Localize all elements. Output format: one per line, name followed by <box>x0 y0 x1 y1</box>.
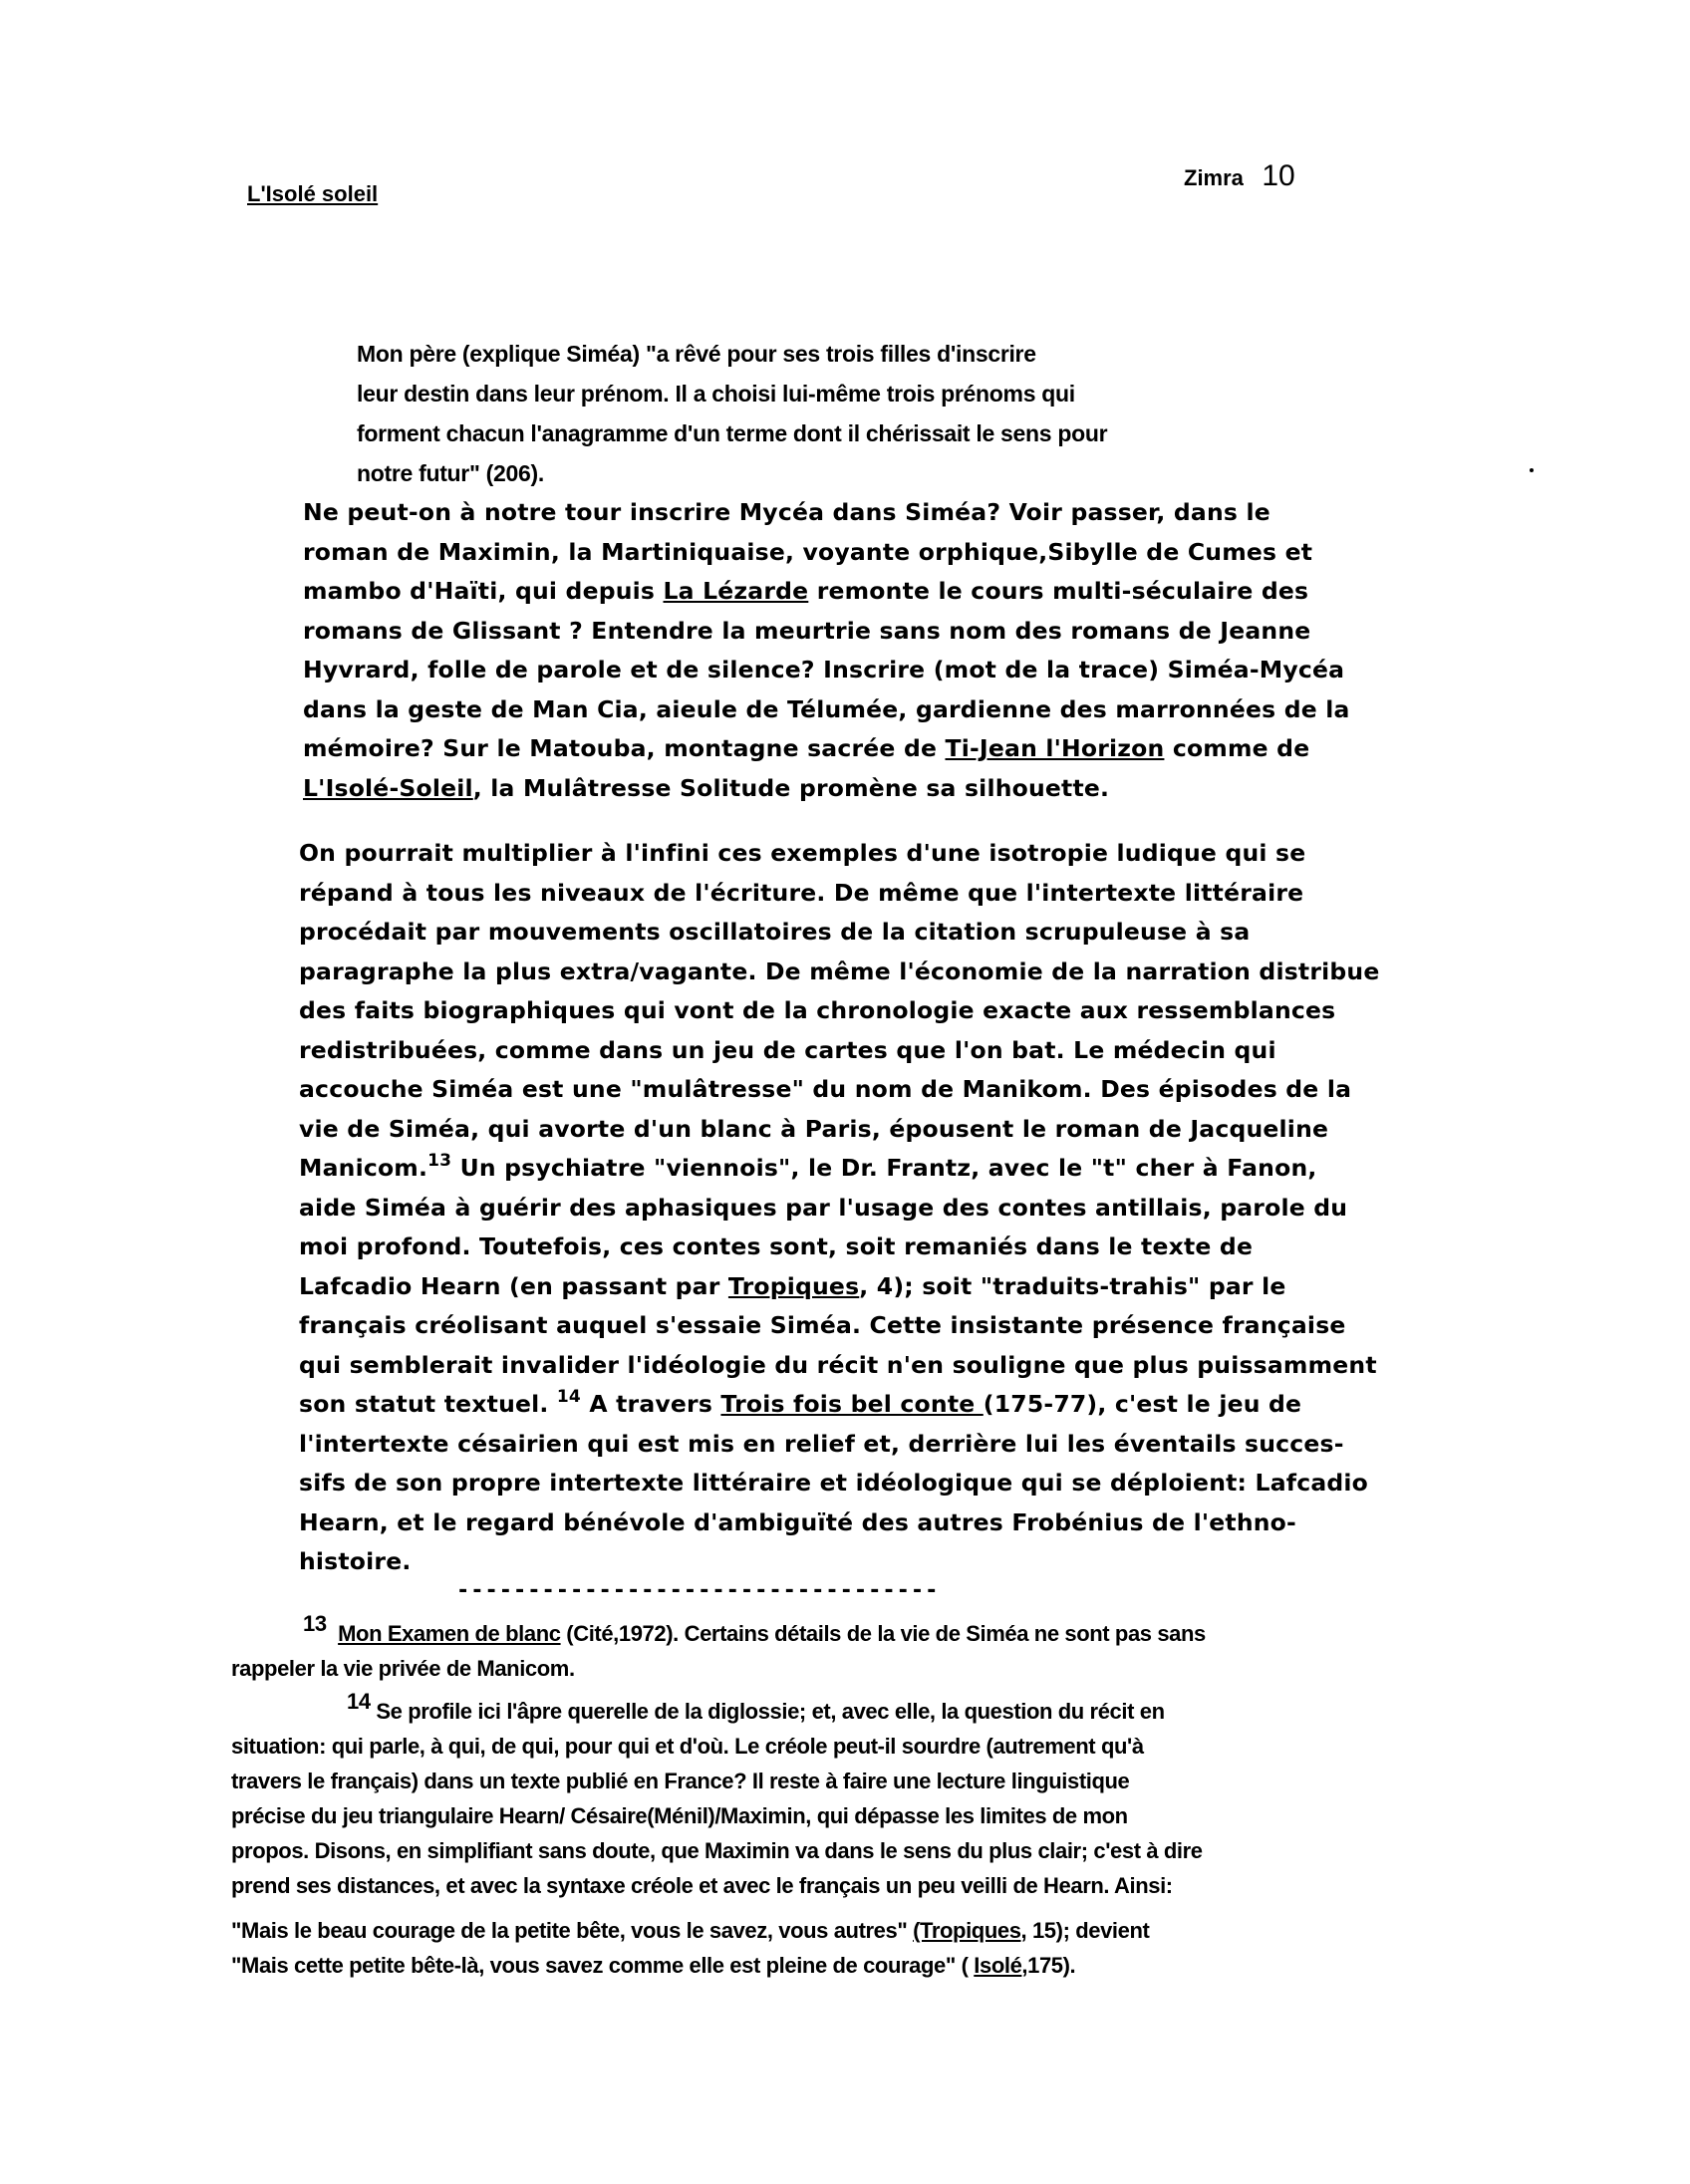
footnote-line: travers le français) dans un texte publié en France? Il reste à faire une lecture linguistique <box>231 1769 1130 1793</box>
footnote-14 <box>231 1689 1427 1983</box>
paragraph-2 <box>223 834 1419 1582</box>
text-span: Un psychiatre "viennois", le Dr. Frantz, avec le "t" cher à Fanon, <box>451 1154 1317 1182</box>
footnote-line <box>231 1913 1427 1948</box>
footnote-line <box>231 1689 1427 1729</box>
text-span: , 15); devient <box>1020 1918 1150 1943</box>
text-line: aide Siméa à guérir des aphasiques par l'usage des contes antillais, parole du <box>299 1193 1348 1222</box>
book-title-examen: Mon Examen de blanc <box>338 1621 561 1646</box>
story-title-trois-fois: Trois fois bel conte <box>720 1390 984 1418</box>
footnote-quotes <box>231 1913 1427 1983</box>
text-line: accouche Siméa est une "mulâtresse" du nom de Manikom. Des épisodes de la <box>299 1075 1352 1103</box>
quote-line: Mon père (explique Siméa) "a rêvé pour ses trois filles d'inscrire <box>357 341 1036 367</box>
footnote-line: précise du jeu triangulaire Hearn/ Césaire(Ménil)/Maximin, qui dépasse les limites de mon <box>231 1803 1128 1828</box>
book-title-isole-soleil: L'Isolé-Soleil <box>303 773 473 802</box>
footnote-line: rappeler la vie privée de Manicom. <box>231 1656 575 1681</box>
footnote-line: propos. Disons, en simplifiant sans doute, que Maximin va dans le sens du plus clair; c'est à dire <box>231 1838 1203 1863</box>
footnote-number: 14 <box>347 1689 371 1714</box>
footnote-line <box>231 1948 1427 1983</box>
text-line <box>223 769 1419 809</box>
text-line: qui semblerait invalider l'idéologie du récit n'en souligne que plus puissamment <box>299 1350 1377 1379</box>
footnotes <box>231 1611 1427 1983</box>
text-line: moi profond. Toutefois, ces contes sont, soit remaniés dans le texte de <box>299 1232 1254 1260</box>
footnote-ref-14: 14 <box>556 1387 581 1407</box>
book-title-isole-ref: Isolé <box>974 1953 1022 1978</box>
text-span: comme de <box>1164 734 1310 762</box>
text-line <box>223 1149 1419 1189</box>
book-title-la-lezarde: La Lézarde <box>663 577 809 605</box>
text-span: Manicom. <box>299 1154 428 1182</box>
text-span: mambo d'Haïti, qui depuis <box>303 577 664 605</box>
quote-line: forment chacun l'anagramme d'un terme dont il chérissait le sens pour <box>357 420 1108 446</box>
text-line <box>223 1267 1419 1307</box>
text-line: procédait par mouvements oscillatoires de la citation scrupuleuse à sa <box>299 918 1251 946</box>
text-line: des faits biographiques qui vont de la chronologie exacte aux ressemblances <box>299 996 1336 1024</box>
text-span: "Mais le beau courage de la petite bête, vous le savez, vous autres" <box>231 1918 914 1943</box>
text-line: On pourrait multiplier à l'infini ces exemples d'une isotropie ludique qui se <box>299 839 1306 867</box>
text-span: mémoire? Sur le Matouba, montagne sacrée de <box>303 734 946 762</box>
text-line <box>223 1385 1419 1425</box>
page-header-right <box>1184 159 1295 193</box>
text-line: sifs de son propre intertexte littéraire et idéologique qui se déploient: Lafcadio <box>299 1469 1369 1497</box>
quote-line: leur destin dans leur prénom. Il a choisi lui-même trois prénoms qui <box>357 381 1075 407</box>
text-line: paragraphe la plus extra/vagante. De même l'économie de la narration distribue <box>299 956 1380 985</box>
text-line: histoire. <box>299 1547 412 1575</box>
text-line <box>223 729 1419 769</box>
text-line <box>223 572 1419 612</box>
footnote-separator: ---------------------------------- <box>456 1578 940 1603</box>
footnote-line <box>303 1611 1427 1651</box>
stray-mark <box>1530 468 1534 472</box>
text-span: A travers <box>580 1390 721 1418</box>
text-span: ,175). <box>1021 1953 1076 1978</box>
text-line: Hearn, et le regard bénévole d'ambiguïté des autres Frobénius de l'ethno- <box>299 1507 1296 1536</box>
text-line: roman de Maximin, la Martiniquaise, voyante orphique,Sibylle de Cumes et <box>303 537 1313 566</box>
journal-title-tropiques-ref: (Tropiques <box>913 1918 1021 1943</box>
page-number: 10 <box>1262 159 1295 192</box>
text-line: répand à tous les niveaux de l'écriture. De même que l'intertexte littéraire <box>299 878 1304 907</box>
text-span: (175-77), c'est le jeu de <box>983 1390 1302 1418</box>
text-span: son statut textuel. <box>299 1390 557 1418</box>
author-name: Zimra <box>1184 165 1244 190</box>
book-title-ti-jean: Ti-Jean l'Horizon <box>945 734 1165 762</box>
text-line: redistribuées, comme dans un jeu de cartes que l'on bat. Le médecin qui <box>299 1035 1276 1064</box>
footnote-13 <box>231 1611 1427 1651</box>
footnote-number: 13 <box>303 1611 327 1636</box>
text-span: Se profile ici l'âpre querelle de la diglossie; et, avec elle, la question du récit en <box>376 1699 1165 1724</box>
running-title: L'Isolé soleil <box>247 181 379 206</box>
paragraph-1 <box>223 493 1419 808</box>
text-line: romans de Glissant ? Entendre la meurtrie sans nom des romans de Jeanne <box>303 616 1311 645</box>
text-span: remonte le cours multi-séculaire des <box>808 577 1309 605</box>
text-line: français créolisant auquel s'essaie Siméa. Cette insistante présence française <box>299 1311 1346 1339</box>
quote-line: notre futur" (206). <box>357 460 544 486</box>
footnote-line: situation: qui parle, à qui, de qui, pour qui et d'où. Le créole peut-il sourdre (autrement qu'à <box>231 1734 1144 1759</box>
text-line: vie de Siméa, qui avorte d'un blanc à Paris, épousent le roman de Jacqueline <box>299 1114 1329 1143</box>
text-line: Hyvrard, folle de parole et de silence? Inscrire (mot de la trace) Siméa-Mycéa <box>303 656 1345 683</box>
text-line: dans la geste de Man Cia, aieule de Télumée, gardienne des marronnées de la <box>303 694 1350 723</box>
footnote-line: prend ses distances, et avec la syntaxe créole et avec le français un peu veilli de Hearn. Ainsi: <box>231 1873 1173 1898</box>
text-span: , 4); soit "traduits-trahis" par le <box>859 1271 1286 1300</box>
text-span: (Cité,1972). Certains détails de la vie de Siméa ne sont pas sans <box>560 1621 1206 1646</box>
footnote-ref-13: 13 <box>427 1151 452 1171</box>
text-span: "Mais cette petite bête-là, vous savez comme elle est pleine de courage" ( <box>231 1953 975 1978</box>
text-line: Ne peut-on à notre tour inscrire Mycéa dans Siméa? Voir passer, dans le <box>303 498 1270 526</box>
journal-title-tropiques: Tropiques <box>727 1271 860 1300</box>
text-line: l'intertexte césairien qui est mis en relief et, derrière lui les éventails succes- <box>299 1429 1344 1458</box>
text-span: Lafcadio Hearn (en passant par <box>299 1271 728 1300</box>
block-quote <box>357 334 1254 493</box>
text-span: , la Mulâtresse Solitude promène sa silhouette. <box>472 773 1110 802</box>
